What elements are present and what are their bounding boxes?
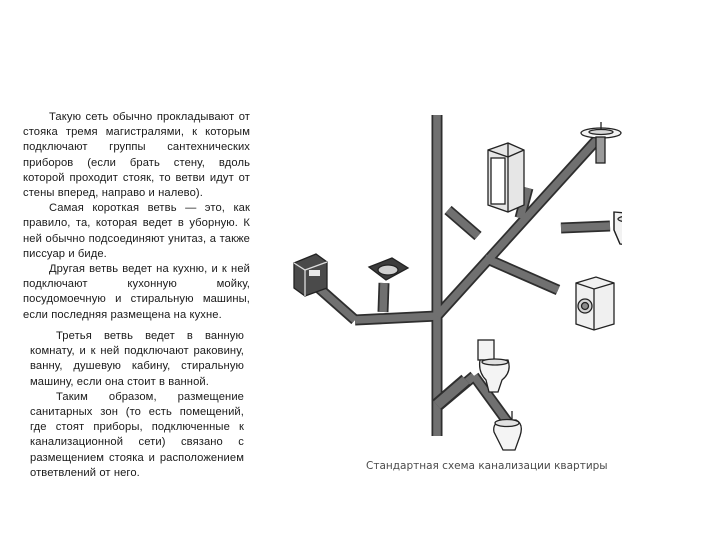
paragraph-kitchen-branch: Другая ветвь ведет на кухню, и к ней подключают кухонную мойку, посудомоечную и стиральную машины, если последняя размещена на кухне. [23,263,250,321]
floor-drain-icon [369,258,408,280]
paragraph-bathroom-branch: Третья ветвь ведет в ванную комнату, и к ней подключают раковину, ванну, душевую кабину, стиральную машину, если она стоит в ванной. [30,330,244,388]
bathtub-icon [614,212,622,248]
kitchen-sink-icon [294,254,327,296]
paragraph-conclusion: Таким образом, размещение санитарных зон (то есть помещений, где стоят приборы, подключенные к канализационной сети) связано с размещением стояка и расположением ответвлений от него. [30,390,244,479]
paragraph-network-routing: Такую сеть обычно прокладывают от стояка тремя магистралями, к которым подключают группы сантехнических приборов (если брать стену, вдоль которой проходит стояк, то ветви идут от стены вперед, направо и налево). [23,111,250,200]
text-column-lower [30,329,244,481]
figure-caption: Стандартная схема канализации квартиры [366,460,608,472]
text-column-upper [23,110,250,323]
shower-cabin-icon [488,143,524,212]
washing-machine-icon [576,277,614,330]
sewer-scheme-diagram [282,100,622,490]
paragraph-toilet-branch: Самая короткая ветвь — это, как правило, та, которая ведет в уборную. К ней обычно подсоединяют унитаз, а также писсуар и биде. [23,202,250,260]
pipe-network [312,115,610,436]
